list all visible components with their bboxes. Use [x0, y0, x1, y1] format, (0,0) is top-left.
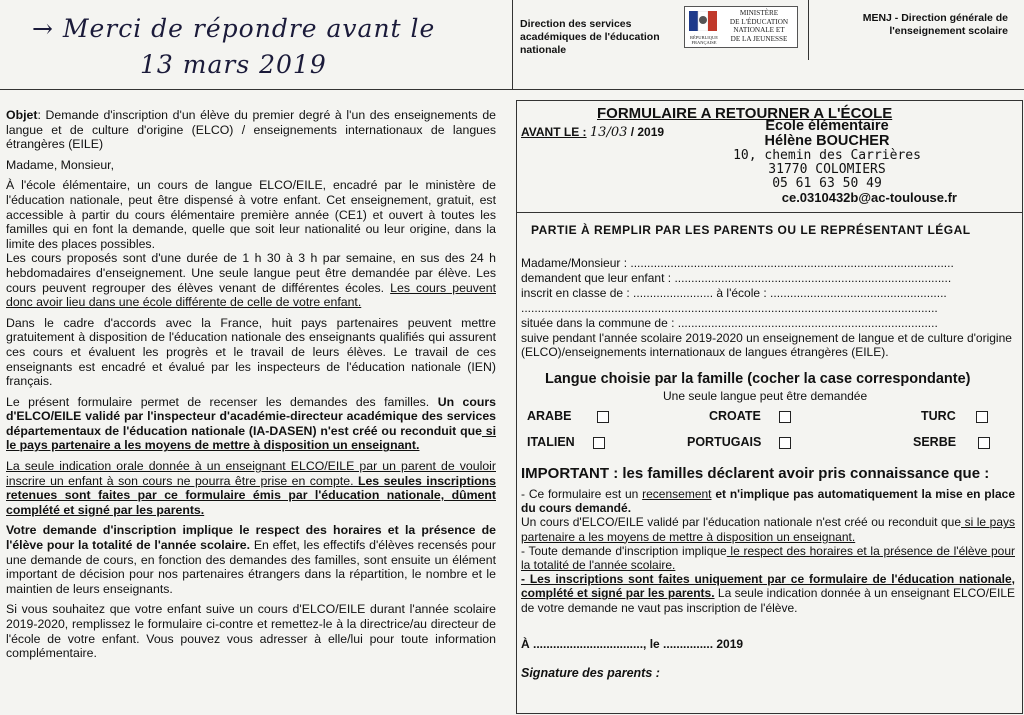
- lang-option-portugais[interactable]: PORTUGAIS: [687, 435, 791, 449]
- objet-paragraph: [6, 108, 496, 152]
- deadline-year: / 2019: [630, 125, 665, 139]
- paragraph-4-underlined: si le pays partenaire a les moyens de mettre à disposition un enseignant.: [6, 423, 496, 453]
- paragraph-4: [6, 395, 496, 453]
- school-address: 10, chemin des Carrières: [733, 148, 921, 163]
- marianne-icon: [689, 11, 717, 31]
- school-phone: 05 61 63 50 49: [772, 176, 882, 191]
- lang-option-arabe[interactable]: ARABE: [527, 409, 609, 423]
- important-note-1: - Ce formulaire est un recensement et n'implique pas automatiquement la mise en place du cours demandé.: [521, 487, 1015, 516]
- letter-body: [6, 108, 496, 667]
- important-notes: [521, 487, 1015, 615]
- menj-title: MENJ - Direction générale de l'enseignement scolaire: [862, 12, 1008, 37]
- deadline-date: 13/03: [589, 125, 628, 140]
- lang-option-serbe[interactable]: SERBE: [913, 435, 990, 449]
- ministry-logo: [684, 6, 798, 48]
- school-stamp: [697, 119, 957, 205]
- form-divider: [517, 212, 1022, 213]
- objet-text: : Demande d'inscription d'un élève du premier degré à l'un des enseignements de langue et de culture d'origine (ELCO) / enseignements internationaux de langues étrangères (EILE): [6, 108, 496, 152]
- field-commune[interactable]: située dans la commune de : ..............................................................................: [521, 316, 938, 330]
- handwritten-note-line1: → Merci de répondre avant le: [32, 14, 436, 43]
- paragraph-6: [6, 523, 496, 596]
- important-note-2: Un cours d'ELCO/EILE validé par l'éducation nationale n'est créé ou reconduit que si le pays partenaire a les moyens de mettre à disposition un enseignant.: [521, 515, 1015, 544]
- deadline: [521, 125, 664, 140]
- checkbox-portugais[interactable]: [779, 437, 791, 449]
- objet-label: Objet: [6, 108, 38, 122]
- checkbox-serbe[interactable]: [978, 437, 990, 449]
- paragraph-4-text: Le présent formulaire permet de recenser les demandes des familles.: [6, 394, 438, 409]
- header-separator-right: [808, 0, 809, 60]
- important-note-3: - Toute demande d'inscription implique le respect des horaires et la présence de l'élève pour la totalité de l'année scolaire.: [521, 543, 1015, 573]
- paragraph-5-bold: Les seules inscriptions retenues sont faites par ce formulaire émis par l'éducation nationale, dûment complété et signé par les parents.: [6, 473, 496, 517]
- parents-signature-label: Signature des parents :: [521, 666, 660, 680]
- place-date-line[interactable]: À ................................., le ............... 2019: [521, 637, 744, 651]
- field-class-school[interactable]: inscrit en classe de : ........................ à l'école : .....................................................: [521, 286, 947, 300]
- field-parent-name[interactable]: Madame/Monsieur : .................................................................................................: [521, 256, 954, 270]
- school-email: ce.0310432b@ac-toulouse.fr: [781, 190, 957, 205]
- checkbox-arabe[interactable]: [597, 411, 609, 423]
- ministry-name: MINISTÈRE DE L'ÉDUCATION NATIONALE ET DE LA JEUNESSE: [729, 9, 789, 43]
- field-extra-line[interactable]: .............................................................................................................................: [521, 301, 938, 315]
- language-choice-subtitle: Une seule langue peut être demandée: [663, 389, 868, 403]
- checkbox-italien[interactable]: [593, 437, 605, 449]
- course-description: suive pendant l'année scolaire 2019-2020 un enseignement de langue et de culture d'origine (ELCO)/enseignements internationaux de langues étrangères (EILE).: [521, 331, 1012, 359]
- paragraph-2-text: Les cours proposés sont d'une durée de 1 h 30 à 3 h par semaine, en sus des 24 h hebdomadaires d'enseignement. Une seule langue peut être demandée par élève. Les cours peuvent regrouper des élèves venant de différentes écoles.: [6, 251, 496, 295]
- paragraph-7: Si vous souhaitez que votre enfant suive un cours d'ELCO/EILE durant l'année scolaire 2019-2020, remplissez le formulaire ci-contre et remettez-le à la directrice/au directeur de l'école de votre enfant. Vous pouvez vous adresser à elle/lui pour toute information complémentaire.: [6, 602, 496, 661]
- checkbox-croate[interactable]: [779, 411, 791, 423]
- paragraph-2-underlined: Les cours peuvent donc avoir lieu dans une école différente de celle de votre enfant.: [6, 280, 496, 310]
- form-title: FORMULAIRE A RETOURNER A L'ÉCOLE: [597, 105, 893, 122]
- parents-section-title: PARTIE À REMPLIR PAR LES PARENTS OU LE REPRÉSENTANT LÉGAL: [531, 223, 971, 237]
- salutation: Madame, Monsieur,: [6, 157, 114, 172]
- paragraph-6-bold: Votre demande d'inscription implique le respect des horaires et la présence de l'élève pour la totalité de l'année scolaire.: [6, 523, 496, 553]
- paragraph-1: À l'école élémentaire, un cours de langue ELCO/EILE, encadré par le ministère de l'éducation nationale, peut être dispensé à votre enfant. Cet enseignement, gratuit, est accessible à partir du cours élémentaire première année (CE1) et ouvert à toutes les familles qui en font la demande, quelle que soit leur nationalité ou leur origine, dans la limite des places possibles.: [6, 178, 496, 251]
- dsden-title: Direction des services académiques de l'éducation nationale: [520, 18, 660, 56]
- important-note-4: - Les inscriptions sont faites uniquement par ce formulaire de l'éducation nationale, complété et signé par les parents. La seule indication donnée à un enseignant ELCO/EILE de votre demande ne vaut pas inscription de l'élève.: [521, 572, 1015, 615]
- important-title: IMPORTANT : les familles déclarent avoir pris connaissance que :: [521, 465, 990, 482]
- paragraph-5: [6, 459, 496, 517]
- paragraph-4-bold: Un cours d'ELCO/EILE validé par l'inspecteur d'académie-directeur académique des services départementaux de l'éducation nationale (IA-DASEN) n'est créé ou reconduit que: [6, 394, 497, 438]
- paragraph-5-underlined: La seule indication orale donnée à un enseignant ELCO/EILE par un parent de vouloir inscrire un enfant à son cours ne pourra être prise en compte.: [6, 459, 496, 488]
- form-panel: [516, 100, 1023, 714]
- school-name: Hélène BOUCHER: [764, 133, 890, 149]
- school-city: 31770 COLOMIERS: [768, 162, 886, 177]
- header-separator-left: [512, 0, 513, 90]
- lang-option-italien[interactable]: ITALIEN: [527, 435, 605, 449]
- republique-caption: RÉPUBLIQUE FRANÇAISE: [690, 35, 718, 45]
- paragraph-6-text: En effet, les effectifs d'élèves recensés pour une demande de cours, en fonction des demandes des familles, sont ensuite un élément important de décision pour nos partenaires étrangers dans la répartition, le nombre et le maintien de leurs enseignants.: [6, 538, 496, 596]
- lang-option-turc[interactable]: TURC: [921, 409, 988, 423]
- paragraph-3: Dans le cadre d'accords avec la France, huit pays partenaires peuvent mettre gratuitement à disposition de l'éducation nationale des enseignants qualifiés qui assurent ces cours et évaluent les progrès et le travail de leurs élèves. Le travail de ces enseignants est encadré et évalué par les inspecteurs de l'éducation nationale (IEN) français.: [6, 315, 496, 389]
- lang-option-croate[interactable]: CROATE: [709, 409, 791, 423]
- checkbox-turc[interactable]: [976, 411, 988, 423]
- deadline-label: AVANT LE :: [521, 125, 587, 139]
- paragraph-2: [6, 251, 496, 309]
- language-choice-title: Langue choisie par la famille (cocher la case correspondante): [545, 371, 971, 387]
- school-type: Ecole élémentaire: [765, 118, 889, 134]
- field-child-name[interactable]: demandent que leur enfant : ...................................................................................: [521, 271, 952, 285]
- handwritten-note-line2: 13 mars 2019: [140, 50, 327, 79]
